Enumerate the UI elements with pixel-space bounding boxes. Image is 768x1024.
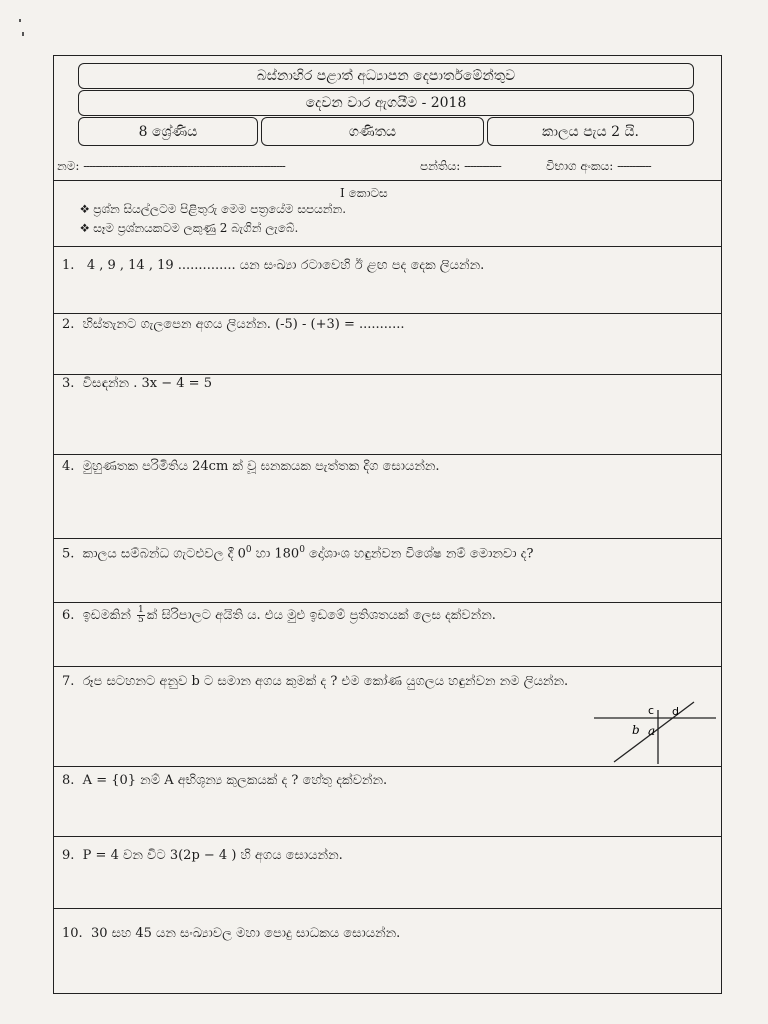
question-number: 2. bbox=[62, 317, 75, 332]
department-title: බස්නාහිර පළාත් අධ්‍යාපන දෙපාර්තමේන්තුව bbox=[256, 68, 516, 84]
question-number: 4. bbox=[62, 459, 75, 474]
question-number: 8. bbox=[62, 773, 75, 788]
question-8 bbox=[62, 773, 387, 788]
question-text: 4 , 9 , 14 , 19 .............. යන සංඛ්‍යා රටාවෙහි ඊ ළඟ පද දෙක ලියන්න. bbox=[86, 258, 485, 273]
question-7 bbox=[62, 674, 568, 689]
question-number: 6. bbox=[62, 608, 75, 623]
divider bbox=[53, 374, 722, 375]
degree-superscript: 0 bbox=[245, 545, 252, 555]
angle-label-b: b bbox=[632, 723, 640, 737]
fraction bbox=[137, 606, 145, 625]
question-number: 7. bbox=[62, 674, 75, 689]
question-number: 10. bbox=[62, 926, 83, 941]
class-label: පන්තිය: bbox=[420, 159, 461, 173]
scan-mark bbox=[19, 19, 21, 22]
fraction-denominator: 5 bbox=[138, 615, 144, 625]
question-text: ඉඩමකින් bbox=[82, 608, 131, 623]
divider bbox=[53, 766, 722, 767]
name-dots: ------------------------------------------------------------------ bbox=[83, 159, 285, 173]
divider bbox=[53, 246, 722, 247]
question-5 bbox=[62, 545, 533, 561]
instruction-text: සෑම ප්‍රශ්නයකටම ලකුණු 2 බැගින් ලැබේ. bbox=[93, 221, 299, 235]
fraction-numerator: 1 bbox=[138, 605, 144, 615]
divider bbox=[53, 538, 722, 539]
name-label: නම: bbox=[57, 159, 80, 173]
class-dots: ------------ bbox=[464, 159, 501, 173]
question-text: මුහුණතක පරිමිතිය 24cm ක් වූ ඝනකයක පැත්තක දිග සොයන්න. bbox=[82, 459, 440, 474]
diamond-bullet-icon: ❖ bbox=[80, 221, 90, 235]
divider bbox=[53, 454, 722, 455]
question-text: දෝශාංශ හඳුන්වන විශේෂ නම් මොනවා ද? bbox=[304, 546, 534, 562]
question-text: A = {0} නම් A අභිශූන්‍ය කුලකයක් ද ? හේතු දක්වන්න. bbox=[82, 773, 388, 788]
question-10 bbox=[62, 926, 400, 941]
angle-label-c: c bbox=[648, 704, 655, 717]
question-text: විසඳන්න . 3x − 4 = 5 bbox=[82, 376, 212, 391]
question-1 bbox=[62, 258, 484, 273]
question-number: 1. bbox=[62, 258, 75, 273]
question-text: රූප සටහනට අනුව b ට සමාන අගය කුමක් ද ? එම කෝණ යුගලය හඳුන්වන නම ලියන්න. bbox=[82, 674, 569, 689]
instruction-text: ප්‍රශ්න සියල්ලටම පිළිතුරු මෙම පත්‍රයේම සපයන්න. bbox=[93, 202, 347, 216]
question-2 bbox=[62, 317, 404, 332]
question-text: හිස්තැනට ගැලපෙන අගය ලියන්න. (-5) - (+3) = ........... bbox=[82, 317, 405, 332]
question-4 bbox=[62, 459, 440, 474]
part-title: I කොටස bbox=[340, 186, 388, 200]
divider bbox=[53, 666, 722, 667]
divider bbox=[53, 602, 722, 603]
grade-label: 8 ශ්‍රේණිය bbox=[138, 123, 198, 140]
question-6 bbox=[62, 606, 496, 625]
instruction-item bbox=[80, 221, 298, 236]
question-number: 9. bbox=[62, 848, 75, 863]
divider bbox=[53, 313, 722, 314]
question-text: ක් සිරිපාලට අයිති ය. එය මුළු ඉඩමේ ප්‍රතිශතයක් ලෙස දක්වන්න. bbox=[146, 608, 496, 623]
instruction-item bbox=[80, 202, 346, 217]
question-text: හා 180 bbox=[251, 546, 300, 562]
divider bbox=[53, 180, 722, 181]
question-3 bbox=[62, 376, 212, 391]
exam-title: දෙවන වාර ඇගයීම - 2018 bbox=[305, 95, 467, 111]
question-text: P = 4 වන විට 3(2p − 4 ) හි අගය සොයන්න. bbox=[82, 848, 343, 863]
diamond-bullet-icon: ❖ bbox=[80, 202, 90, 216]
index-dots: ----------- bbox=[617, 159, 651, 173]
index-label: විභාග අංකය: bbox=[546, 159, 614, 173]
scan-mark bbox=[22, 32, 24, 36]
question-text: කාලය සම්බන්ධ ගැටළුවල දී 0 bbox=[82, 546, 246, 562]
question-text: 30 සහ 45 යන සංඛ්‍යාවල මහා පොදු සාධකය සොයන්න. bbox=[90, 926, 401, 941]
question-number: 5. bbox=[62, 546, 75, 562]
angle-label-d: d bbox=[672, 705, 679, 718]
angle-label-a: a bbox=[648, 724, 656, 738]
divider bbox=[53, 908, 722, 909]
angle-diagram bbox=[590, 700, 720, 766]
divider bbox=[53, 836, 722, 837]
time-label: කාලය පැය 2 යි. bbox=[542, 123, 639, 140]
question-number: 3. bbox=[62, 376, 75, 391]
question-9 bbox=[62, 848, 343, 863]
degree-superscript: 0 bbox=[299, 545, 305, 555]
subject-label: ගණිතය bbox=[348, 123, 397, 140]
